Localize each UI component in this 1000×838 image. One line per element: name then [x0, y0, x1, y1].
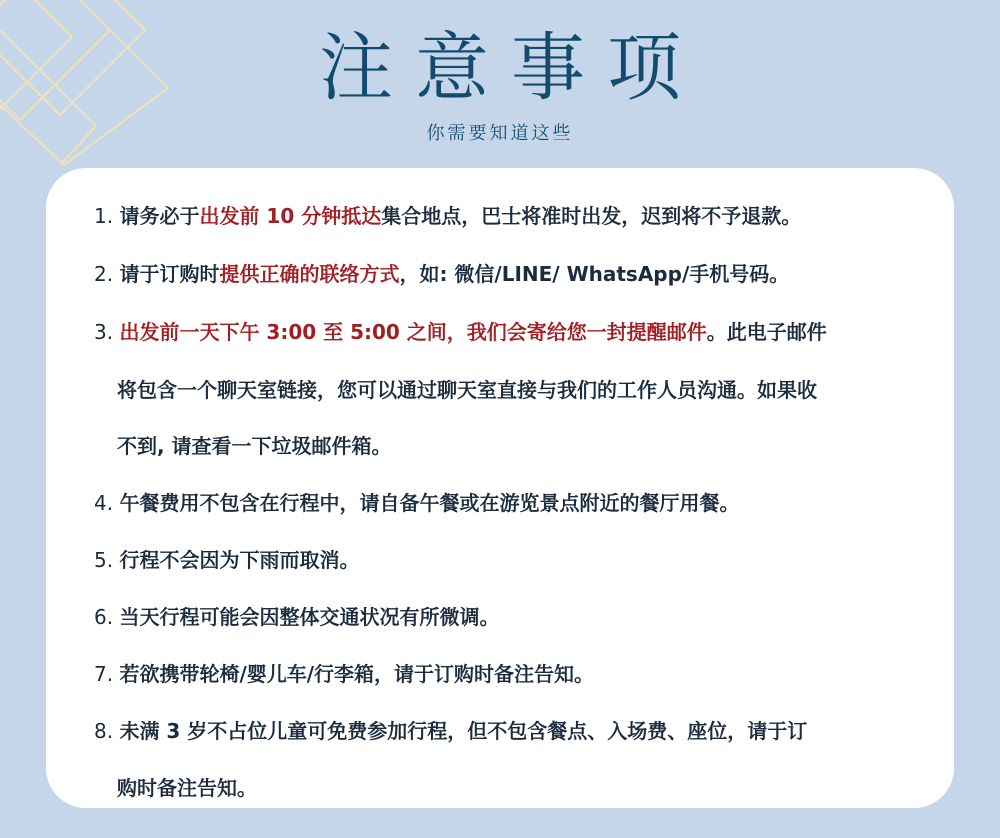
- item-highlight: 提供正确的联络方式: [219, 262, 400, 286]
- item-text: 若欲携带轮椅/婴儿车/行李箱，请于订购时备注告知。: [119, 662, 595, 686]
- notice-item-3: [94, 317, 827, 347]
- item-number: 4.: [94, 491, 120, 515]
- item-number: 1.: [94, 204, 120, 228]
- item-text: 行程不会因为下雨而取消。: [119, 548, 360, 572]
- item-text: ，如: 微信/LINE/ WhatsApp/手机号码。: [399, 262, 790, 286]
- item-text: 集合地点，巴士将准时出发，迟到将不予退款。: [381, 204, 802, 228]
- item-text: 请务必于: [119, 204, 200, 228]
- item-text: 。此电子邮件: [706, 320, 827, 344]
- item-highlight: 出发前一天下午 3:00 至 5:00 之间，我们会寄给您一封提醒邮件: [119, 320, 707, 344]
- item-number: 3.: [94, 320, 120, 344]
- notice-item-3-continued: 将包含一个聊天室链接，您可以通过聊天室直接与我们的工作人员沟通。如果收: [117, 378, 817, 402]
- item-text: 当天行程可能会因整体交通状况有所微调。: [119, 605, 500, 629]
- item-number: 8.: [94, 719, 120, 743]
- item-text: 午餐费用不包含在行程中，请自备午餐或在游览景点附近的餐厅用餐。: [119, 491, 740, 515]
- notice-item-2: [94, 259, 789, 289]
- page-title: 注意事项: [319, 25, 703, 111]
- page-subtitle: 你需要知道这些: [426, 123, 574, 144]
- notice-item-8-continued: 购时备注告知。: [117, 776, 257, 800]
- item-text: 未满 3 岁不占位儿童可免费参加行程，但不包含餐点、入场费、座位，请于订: [119, 719, 808, 743]
- item-number: 2.: [94, 262, 120, 286]
- notice-item-4: [94, 488, 739, 518]
- notice-item-6: [94, 602, 499, 632]
- notice-item-7: [94, 659, 594, 689]
- notice-card: [46, 168, 954, 808]
- item-number: 7.: [94, 662, 120, 686]
- item-highlight: 出发前 10 分钟抵达: [199, 204, 382, 228]
- notice-item-5: [94, 545, 359, 575]
- notice-item-1: [94, 201, 801, 231]
- item-number: 6.: [94, 605, 120, 629]
- notice-item-8: [94, 716, 807, 746]
- item-number: 5.: [94, 548, 120, 572]
- item-text: 请于订购时: [119, 262, 220, 286]
- notice-item-3-continued: 不到, 请查看一下垃圾邮件箱。: [117, 434, 392, 458]
